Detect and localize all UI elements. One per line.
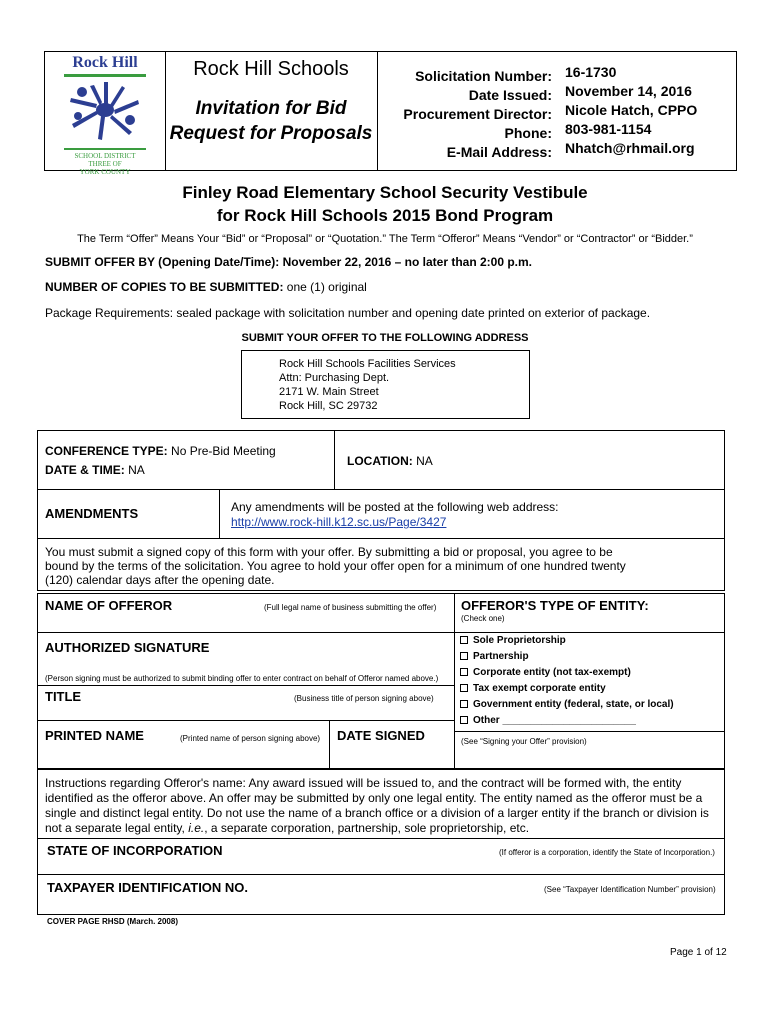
doc-type-ifb: Invitation for Bid <box>195 98 347 119</box>
procurement-director-value: Nicole Hatch, CPPO <box>565 102 698 118</box>
footer-code: COVER PAGE RHSD (March. 2008) <box>47 917 178 926</box>
entity-heading: OFFEROR'S TYPE OF ENTITY: <box>461 598 649 613</box>
page-number: Page 1 of 12 <box>670 947 727 958</box>
logo-subtitle-1: SCHOOL DISTRICT <box>74 152 136 160</box>
authorized-signature-note: (Person signing must be authorized to submit binding offer to enter contract on behalf of Offeror named above.) <box>45 674 439 683</box>
solicitation-number-value: 16-1730 <box>565 64 617 80</box>
offeror-name-note: (Full legal name of business submitting the offer) <box>264 603 437 612</box>
title-field[interactable] <box>100 700 450 718</box>
printed-name-label: PRINTED NAME <box>45 728 144 743</box>
conference-type-label: CONFERENCE TYPE: <box>45 444 168 458</box>
phone-value: 803-981-1154 <box>565 121 652 137</box>
date-signed-label: DATE SIGNED <box>337 728 425 743</box>
address-line-2: Attn: Purchasing Dept. <box>279 372 390 384</box>
logo-green-bar-2 <box>64 148 146 150</box>
logo-green-bar <box>64 74 146 77</box>
package-requirements: Package Requirements: sealed package with solicitation number and opening date printed on exterior of package. <box>45 306 651 320</box>
instructions-line-d: not a separate legal entity, i.e., a separate corporation, partnership, sole proprietorship, etc. <box>45 821 530 835</box>
conference-date-label: DATE & TIME: <box>45 463 125 477</box>
instructions-text <box>45 776 709 836</box>
hands-logo-icon <box>60 80 150 142</box>
date-issued-label: Date Issued: <box>468 87 552 103</box>
procurement-director-label: Procurement Director: <box>403 106 552 122</box>
entity-line <box>454 731 725 732</box>
copies-line <box>45 280 367 294</box>
copies-label: NUMBER OF COPIES TO BE SUBMITTED: <box>45 280 284 294</box>
conference-location-label: LOCATION: <box>347 454 413 468</box>
checkbox-icon[interactable] <box>460 700 468 708</box>
date-signed-note: (See “Signing your Offer” provision) <box>461 737 587 746</box>
sign-notice <box>45 545 626 587</box>
checkbox-icon[interactable] <box>460 652 468 660</box>
state-note: (If offeror is a corporation, identify the State of Incorporation.) <box>499 848 715 857</box>
offeror-line-2 <box>37 685 454 686</box>
logo-subtitle-2: THREE OF <box>88 160 122 168</box>
solicitation-labels <box>380 67 552 162</box>
address-line-4: Rock Hill, SC 29732 <box>279 400 378 412</box>
instructions-line-2 <box>37 874 725 875</box>
printed-date-divider <box>329 720 330 769</box>
taxpayer-label: TAXPAYER IDENTIFICATION NO. <box>47 880 249 895</box>
entity-option-tax-exempt[interactable]: Tax exempt corporate entity <box>460 681 674 697</box>
sign-notice-line-3: (120) calendar days after the opening date. <box>45 573 275 587</box>
entity-option-other[interactable]: Other ________________________ <box>460 713 674 729</box>
amendments-label: AMENDMENTS <box>45 506 139 521</box>
copies-value: one (1) original <box>283 280 367 294</box>
entity-option-corporate[interactable]: Corporate entity (not tax-exempt) <box>460 665 674 681</box>
header-divider-2 <box>377 51 378 171</box>
entity-options <box>460 633 674 729</box>
conference-divider <box>334 430 335 489</box>
district-logo <box>60 54 150 176</box>
project-title-1: Finley Road Elementary School Security Vestibule <box>182 183 588 202</box>
checkbox-icon[interactable] <box>460 684 468 692</box>
checkbox-icon[interactable] <box>460 636 468 644</box>
amendments-text: Any amendments will be posted at the following web address: <box>231 500 559 514</box>
submit-by: SUBMIT OFFER BY (Opening Date/Time): November 22, 2016 – no later than 2:00 p.m. <box>45 255 533 269</box>
solicitation-number-label: Solicitation Number: <box>415 68 552 84</box>
offeror-line-3 <box>37 720 454 721</box>
entity-option-sole[interactable]: Sole Proprietorship <box>460 633 674 649</box>
address-box <box>241 350 530 419</box>
address-heading: SUBMIT YOUR OFFER TO THE FOLLOWING ADDRESS <box>241 332 529 344</box>
instructions-line-b: identified as the offeror above. An offer may be submitted by only one legal entity. The entity named as the offeror must be a <box>45 791 703 805</box>
conference-date <box>45 463 145 477</box>
printed-name-field[interactable] <box>40 745 326 765</box>
sign-notice-line-2: bound by the terms of the solicitation. You agree to hold your offer open for a minimum of one hundred twenty <box>45 559 626 573</box>
phone-label: Phone: <box>504 125 552 141</box>
conference-type-value: No Pre-Bid Meeting <box>167 444 276 458</box>
entity-option-government[interactable]: Government entity (federal, state, or local) <box>460 697 674 713</box>
instructions-line-a: Instructions regarding Offeror's name: Any award issued will be issued to, and the contract will be formed with, the entity <box>45 776 682 790</box>
amendments-bottom-line <box>37 538 725 539</box>
entity-option-partnership[interactable]: Partnership <box>460 649 674 665</box>
state-field[interactable] <box>240 856 720 872</box>
doc-type-rfp: Request for Proposals <box>169 123 373 144</box>
logo-title: Rock Hill <box>72 54 138 71</box>
printed-name-note: (Printed name of person signing above) <box>180 734 321 743</box>
title-note: (Business title of person signing above) <box>294 694 434 703</box>
taxpayer-field[interactable] <box>270 896 720 912</box>
conference-date-value: NA <box>124 463 145 477</box>
project-title-2: for Rock Hill Schools 2015 Bond Program <box>216 206 554 225</box>
checkbox-icon[interactable] <box>460 668 468 676</box>
conference-location-value: NA <box>412 454 433 468</box>
amendments-divider <box>219 489 220 538</box>
entity-divider <box>454 593 455 769</box>
conference-location <box>347 454 433 468</box>
term-note: The Term “Offer” Means Your “Bid” or “Proposal” or “Quotation.” The Term “Offeror” Means “Vendor” or “Contractor” or “Bidder.” <box>77 233 693 245</box>
org-name: Rock Hill Schools <box>193 58 349 80</box>
authorized-signature-label: AUTHORIZED SIGNATURE <box>45 640 210 655</box>
instructions-line-c: single and distinct legal entity. Do not use the name of a branch office or a division of a larger entity if the branch or division is <box>45 806 709 820</box>
taxpayer-note: (See “Taxpayer Identification Number” provision) <box>544 885 716 894</box>
entity-check-note: (Check one) <box>461 614 505 623</box>
solicitation-values <box>565 63 733 158</box>
logo-subtitle-3: YORK COUNTY <box>79 168 131 176</box>
title-label: TITLE <box>45 689 82 704</box>
date-issued-value: November 14, 2016 <box>565 83 692 99</box>
instructions-line-1 <box>37 838 725 839</box>
date-signed-field[interactable] <box>333 745 451 765</box>
address-line-3: 2171 W. Main Street <box>279 386 379 398</box>
offeror-name-label: NAME OF OFFEROR <box>45 598 173 613</box>
email-value: Nhatch@rhmail.org <box>565 140 695 156</box>
checkbox-icon[interactable] <box>460 716 468 724</box>
address-line-1: Rock Hill Schools Facilities Services <box>279 358 456 370</box>
authorized-signature-field[interactable] <box>240 640 450 668</box>
offeror-name-field[interactable] <box>40 614 450 630</box>
conference-bottom-line <box>37 489 725 490</box>
state-label: STATE OF INCORPORATION <box>47 843 223 858</box>
conference-type <box>45 444 276 458</box>
email-label: E-Mail Address: <box>446 144 552 160</box>
sign-notice-line-1: You must submit a signed copy of this form with your offer. By submitting a bid or proposal, you agree to be <box>45 545 613 559</box>
amendments-link[interactable]: http://www.rock-hill.k12.sc.us/Page/3427 <box>231 515 447 529</box>
